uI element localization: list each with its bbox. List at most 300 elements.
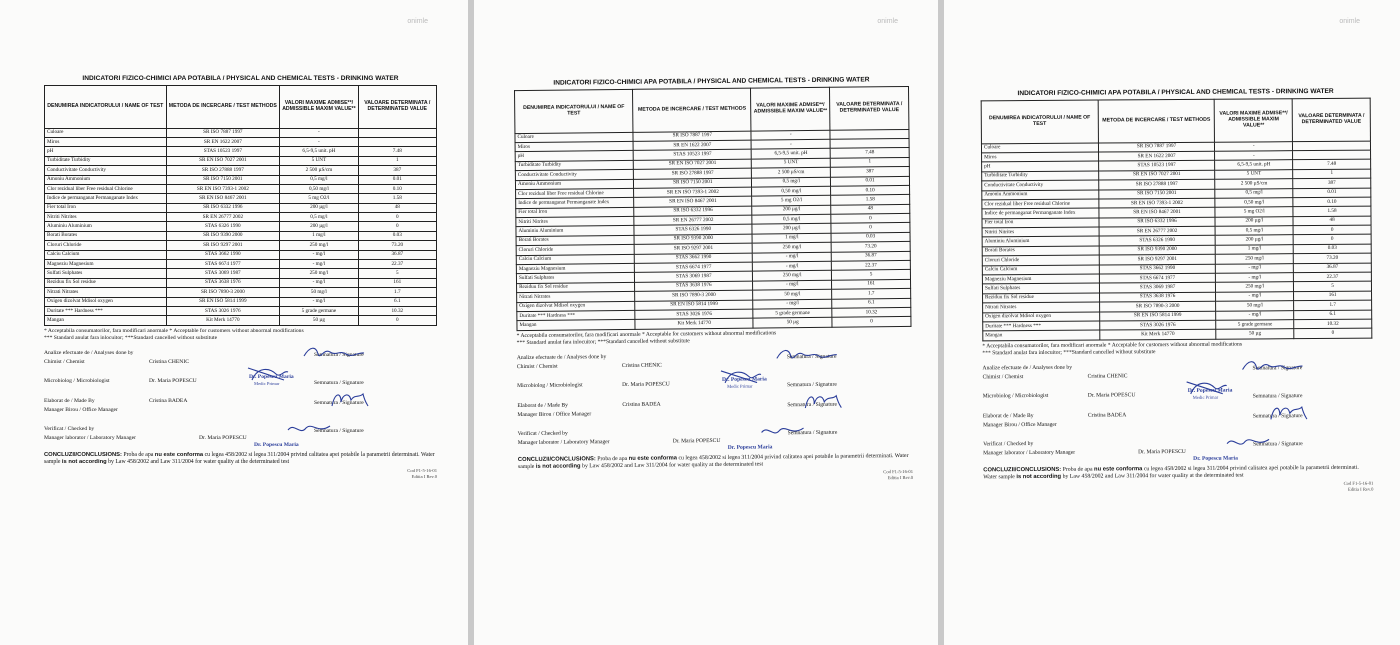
determined-value-cell: 73.20 — [358, 241, 436, 250]
stamp-text-2: Dr. Popescu Maria — [727, 444, 773, 451]
signature-label-micro: Semnatura / Signature — [787, 381, 837, 388]
test-name-cell: Cloruri Chloride — [45, 241, 167, 250]
document-body — [981, 88, 1374, 495]
max-value-cell: 200 µg/l — [1215, 235, 1293, 245]
column-header: VALORI MAXIME ADMISE**/ ADMISSIBLE MAXIM VALUE** — [751, 87, 830, 131]
conclusion-ro-a: Proba de apa — [123, 451, 154, 458]
determined-value-cell: 0.01 — [831, 176, 910, 186]
determined-value-cell: 10.32 — [1294, 319, 1372, 329]
checked-by-label: Verificat / Checked by — [983, 440, 1034, 448]
form-code-number: Cod F1-5-16-01 — [1343, 480, 1374, 487]
conclusion-ro-verdict: nu este conforma — [154, 451, 204, 458]
stamp-text-2: Dr. Popescu Maria — [1193, 455, 1238, 462]
analyzed-label: Analize efectuate de / Analyses done by — [516, 353, 607, 361]
method-cell: STAS 10523 1997 — [166, 147, 280, 156]
determined-value-cell: 48 — [358, 203, 436, 212]
max-value-cell: - — [751, 139, 830, 149]
method-cell: SR ISO 9297 2001 — [1099, 254, 1216, 264]
method-cell: SR ISO 9390 2000 — [634, 234, 752, 245]
method-cell: STAS 3026 1976 — [635, 309, 753, 320]
test-name-cell: Miros — [515, 141, 633, 152]
max-value-cell: - mg/l — [280, 297, 358, 306]
signature-checked-scribble — [1223, 433, 1273, 455]
footnote-standard: *** Standard anulat fara inlocuitor; ***Standard cancelled without substitute — [982, 348, 1156, 357]
test-name-cell: Nitriti Nitrites — [982, 227, 1099, 237]
signature-label-made: Semnatura / Signature — [1252, 412, 1303, 420]
test-name-cell: Culoare — [981, 143, 1098, 153]
test-name-cell: Conductivitate Conductivity — [515, 169, 633, 180]
max-value-cell: 0,5 mg/l — [1215, 226, 1293, 236]
determined-value-cell: 0.03 — [358, 231, 436, 240]
max-value-cell: 6,5-9,5 unit. pH — [752, 149, 831, 159]
form-edition: Editia I Rev.0 — [887, 474, 914, 480]
test-name-cell: pH — [515, 151, 633, 162]
signature-popescu-scribble — [717, 366, 763, 389]
conclusion-en-a: Water sample — [983, 474, 1015, 481]
method-cell: SR EN ISO 7027 2001 — [166, 156, 280, 165]
determined-value-cell: 0 — [1293, 225, 1371, 235]
test-name-cell: Indice de permanganat Permanganate Index — [45, 194, 167, 203]
method-cell: SR ISO 7887 1997 — [166, 128, 280, 137]
footnotes — [982, 340, 1372, 357]
determined-value-cell: 161 — [1294, 291, 1372, 301]
form-edition: Editia I Rev.0 — [411, 473, 437, 479]
conclusion-ro-c: cu legea 458/2002 si legea 311/2004 privind calitatea apei potabile la parametrii determinati. — [204, 451, 420, 458]
test-name-cell: Clor rezidual liber Free residual Chlorine — [516, 188, 634, 199]
determined-value-cell: 36.87 — [1293, 263, 1371, 273]
determined-value-cell: 0 — [832, 317, 911, 327]
max-value-cell: 2 500 µS/cm — [280, 166, 358, 175]
table-row — [45, 175, 437, 184]
table-row — [45, 213, 437, 222]
determined-value-cell: 7.48 — [830, 148, 909, 158]
conclusion-ro-verdict: nu este conforma — [1094, 465, 1143, 473]
test-name-cell: Duritate *** Hardness *** — [517, 310, 635, 321]
test-name-cell: Mangan — [517, 320, 635, 331]
test-name-cell: Turbiditate Turbidity — [45, 156, 167, 165]
column-header: DENUMIREA INDICATORULUI / NAME OF TEST — [981, 100, 1098, 144]
conclusion-en-verdict: is not according — [1016, 473, 1062, 481]
determined-value-cell: 1.7 — [832, 289, 911, 299]
max-value-cell: - mg/l — [1216, 263, 1294, 273]
footnote-standard: *** Standard anulat fara inlocuitor; ***Standard cancelled without substitute — [516, 338, 690, 346]
method-cell: Kit Merk 14770 — [1099, 330, 1216, 340]
chemist-label: Chimist / Chemist — [516, 363, 558, 370]
method-cell: STAS 3026 1976 — [1099, 320, 1216, 330]
test-name-cell: Calciu Calcium — [45, 250, 167, 259]
method-cell: Kit Merk 14770 — [166, 316, 280, 325]
table-row — [45, 137, 437, 146]
table-row — [45, 297, 437, 306]
test-name-cell: Aluminiu Aluminium — [516, 226, 634, 237]
test-name-cell: pH — [45, 147, 167, 156]
test-name-cell: Sulfati Sulphates — [982, 283, 1099, 293]
test-name-cell: Calciu Calcium — [982, 265, 1099, 275]
method-cell: SR ISO 9297 2001 — [166, 241, 280, 250]
method-cell: SR ISO 7890-3 2000 — [1099, 301, 1216, 311]
determined-value-cell: 36.87 — [358, 250, 436, 259]
test-name-cell: Amoniu Ammonium — [515, 179, 633, 190]
max-value-cell: - mg/l — [280, 250, 358, 259]
office-manager-label: Manager Birou / Office Manager — [44, 406, 118, 413]
determined-value-cell: 0.01 — [358, 175, 436, 184]
footnote-standard: *** Standard anulat fara inlocuitor; ***Standard cancelled without substitute — [44, 334, 218, 341]
table-row — [45, 128, 437, 137]
column-header: VALOARE DETERMINATA / DETERMINATED VALUE — [830, 86, 909, 130]
determined-value-cell: 1.58 — [358, 194, 436, 203]
method-cell: STAS 10523 1997 — [633, 149, 751, 160]
checked-by-label: Verificat / Checked by — [517, 430, 568, 437]
table-row — [45, 231, 437, 240]
table-row — [45, 184, 437, 193]
stamp-subtext: Medic Primar — [254, 380, 280, 386]
max-value-cell: - mg/l — [280, 260, 358, 269]
signature-label-micro: Semnatura / Signature — [1252, 392, 1303, 400]
determined-value-cell: 0.03 — [1293, 244, 1371, 254]
results-table — [981, 97, 1373, 341]
test-name-cell: Turbiditate Turbidity — [982, 171, 1099, 181]
determined-value-cell: 7.48 — [358, 147, 436, 156]
determined-value-cell: 1.58 — [1293, 206, 1371, 216]
document-title: INDICATORI FIZICO-CHIMICI APA POTABILA / PHYSICAL AND CHEMICAL TESTS - DRINKING WATER — [82, 75, 399, 82]
conclusion-en-verdict: is not according — [535, 463, 581, 470]
max-value-cell: 1 mg/l — [752, 233, 831, 243]
max-value-cell: 250 mg/l — [280, 241, 358, 250]
test-name-cell: Culoare — [45, 128, 167, 137]
test-name-cell: Amoniu Ammonium — [45, 175, 167, 184]
method-cell: STAS 3662 1990 — [166, 250, 280, 259]
max-value-cell: 50 µg — [280, 316, 358, 325]
test-name-cell: Mangan — [983, 330, 1100, 340]
document-title: INDICATORI FIZICO-CHIMICI APA POTABILA / PHYSICAL AND CHEMICAL TESTS - DRINKING WATER — [553, 76, 870, 87]
max-value-cell: 2 500 µS/cm — [752, 167, 831, 177]
test-name-cell: Indice de permanganat Permanganate Index — [982, 208, 1099, 218]
determined-value-cell: 1.7 — [1294, 300, 1372, 310]
max-value-cell: 50 mg/l — [1216, 301, 1294, 311]
test-name-cell: Nitriti Nitrites — [516, 216, 634, 227]
test-name-cell: Nitrati Nitrates — [45, 288, 167, 297]
max-value-cell: 0,5 mg/l — [752, 177, 831, 187]
method-cell: STAS 6326 1990 — [634, 225, 752, 236]
signature-label-micro: Semnatura / Signature — [314, 379, 364, 386]
max-value-cell: 50 mg/l — [753, 289, 832, 299]
max-value-cell: - — [280, 128, 358, 137]
document-title: INDICATORI FIZICO-CHIMICI APA POTABILA / PHYSICAL AND CHEMICAL TESTS - DRINKING WATER — [1017, 87, 1334, 98]
max-value-cell: 0,50 mg/l — [280, 184, 358, 193]
method-cell: SR ISO 7890-3 2000 — [635, 290, 753, 301]
table-row — [45, 241, 437, 250]
max-value-cell: 250 mg/l — [280, 269, 358, 278]
stamp-text: Dr. Popescu Maria — [722, 376, 767, 383]
determined-value-cell: 0.01 — [1293, 188, 1371, 198]
test-name-cell: Magneziu Magnesium — [516, 263, 634, 274]
test-name-cell: pH — [982, 161, 1099, 171]
checked-by-label: Verificat / Checked by — [44, 425, 95, 432]
test-name-cell: Calciu Calcium — [516, 254, 634, 265]
signature-popescu-scribble — [244, 364, 290, 384]
determined-value-cell — [1293, 141, 1371, 151]
column-header: VALOARE DETERMINATA / DETERMINATED VALUE — [1292, 98, 1370, 142]
determined-value-cell: 73.20 — [831, 242, 910, 252]
max-value-cell: 2 500 µS/cm — [1215, 179, 1293, 189]
max-value-cell: - mg/l — [1216, 273, 1294, 283]
method-cell: SR EN ISO 5814 1999 — [166, 297, 280, 306]
signature-label-checked: Semnatura / Signature — [1253, 440, 1303, 448]
determined-value-cell: 5 — [358, 269, 436, 278]
method-cell: STAS 6674 1977 — [1099, 273, 1216, 283]
determined-value-cell: 73.20 — [1293, 253, 1371, 263]
method-cell: SR EN ISO 5814 1999 — [635, 300, 753, 311]
signature-block — [983, 362, 1374, 461]
test-name-cell: Duritate *** Hardness *** — [983, 321, 1100, 331]
determined-value-cell: 0 — [358, 213, 436, 222]
test-name-cell: Amoniu Ammonium — [982, 190, 1099, 200]
conclusion-en-a: Water sample — [44, 451, 435, 465]
method-cell: SR ISO 6332 1996 — [1099, 217, 1216, 227]
test-name-cell: Oxigen dizolvat Mdisol oxygen — [45, 297, 167, 306]
form-edition: Editia I Rev.0 — [1348, 486, 1374, 492]
made-by-name: Cristina BADEA — [149, 397, 188, 404]
table-row — [45, 222, 437, 231]
test-name-cell: Cloruri Chloride — [982, 255, 1099, 265]
determined-value-cell: 5 — [1294, 282, 1372, 292]
conclusions — [44, 452, 437, 466]
determined-value-cell: 161 — [358, 278, 436, 287]
determined-value-cell: 10.32 — [358, 307, 436, 316]
stamp-text: Dr. Popescu Maria — [1187, 387, 1233, 394]
footnote-acceptable: * Acceptabila consumatorilor, fara modificari anormale * Acceptable for customers without abnormal modifications — [44, 327, 304, 334]
max-value-cell: 50 mg/l — [280, 288, 358, 297]
test-name-cell: Nitriti Nitrites — [45, 213, 167, 222]
max-value-cell: 250 mg/l — [753, 271, 832, 281]
form-code-number: Cod F1-5-16-01 — [407, 468, 437, 474]
corner-mark: onimle — [407, 18, 428, 25]
method-cell: SR EN ISO 7027 2001 — [633, 159, 751, 170]
lab-manager-name: Dr. Maria POPESCU — [1138, 448, 1186, 456]
method-cell: SR EN ISO 7393-1 2002 — [634, 187, 752, 198]
method-cell: STAS 3662 1990 — [1099, 264, 1216, 274]
max-value-cell: 5 grade germane — [280, 307, 358, 316]
form-code — [518, 469, 913, 484]
signature-badea-scribble — [329, 388, 369, 410]
method-cell: SR ISO 6332 1996 — [166, 203, 280, 212]
determined-value-cell: 0 — [831, 223, 910, 233]
table-row — [45, 156, 437, 165]
max-value-cell: 250 mg/l — [752, 243, 831, 253]
method-cell: STAS 6326 1990 — [166, 222, 280, 231]
method-cell: SR EN ISO 5814 1999 — [1099, 311, 1216, 321]
test-name-cell: Clor rezidual liber Free residual Chlorine — [982, 199, 1099, 209]
method-cell: SR EN ISO 8467 2001 — [1099, 208, 1216, 218]
method-cell: STAS 6674 1977 — [166, 260, 280, 269]
max-value-cell: 0,5 mg/l — [280, 175, 358, 184]
method-cell: STAS 3638 1976 — [1099, 292, 1216, 302]
microbiologist-name: Dr. Maria POPESCU — [622, 381, 670, 388]
max-value-cell: 200 µg/l — [280, 222, 358, 231]
max-value-cell: 50 µg — [753, 318, 832, 328]
determined-value-cell: 0 — [358, 222, 436, 231]
test-name-cell: Aluminiu Aluminium — [45, 222, 167, 231]
max-value-cell: - mg/l — [280, 278, 358, 287]
column-header: DENUMIREA INDICATORULUI / NAME OF TEST — [514, 89, 633, 133]
microbiologist-name: Dr. Maria POPESCU — [1087, 392, 1136, 399]
results-table — [514, 86, 912, 331]
determined-value-cell: 7.48 — [1293, 160, 1371, 170]
determined-value-cell: 0 — [831, 214, 910, 224]
conclusions-heading: CONCLUZII/CONCLUSIONS: — [983, 466, 1062, 474]
signature-block — [44, 350, 437, 446]
max-value-cell: 5 mg O2/l — [280, 194, 358, 203]
max-value-cell: 200 µg/l — [752, 205, 831, 215]
max-value-cell: - mg/l — [753, 280, 832, 290]
method-cell: STAS 3638 1976 — [166, 278, 280, 287]
signature-chenic-scribble — [1240, 357, 1304, 375]
table-row — [45, 307, 437, 316]
document-body — [44, 75, 437, 479]
max-value-cell: 5 grade germane — [1216, 320, 1294, 330]
method-cell: STAS 10523 1997 — [1098, 161, 1215, 171]
method-cell: SR EN 26777 2002 — [1099, 226, 1216, 236]
max-value-cell: 5 mg O2/l — [1215, 207, 1293, 217]
determined-value-cell: 5 — [832, 270, 911, 280]
max-value-cell: 50 µg — [1216, 329, 1294, 339]
stamp-subtext: Medic Primar — [727, 383, 753, 389]
determined-value-cell: 1 — [1293, 169, 1371, 179]
max-value-cell: 200 µg/l — [1215, 216, 1293, 226]
signature-label-chemist: Semnatura / Signature — [314, 351, 364, 358]
method-cell: SR ISO 7150 2001 — [166, 175, 280, 184]
method-cell: SR ISO 7887 1997 — [633, 131, 751, 142]
method-cell: SR EN ISO 7393-1 2002 — [166, 184, 280, 193]
test-name-cell: Fier total Iron — [45, 203, 167, 212]
test-name-cell: Borati Borates — [982, 246, 1099, 256]
made-by-label: Elaborat de / Made By — [44, 397, 95, 404]
table-row — [45, 250, 437, 259]
method-cell: SR ISO 27888 1997 — [1098, 179, 1215, 189]
method-cell: STAS 3069 1987 — [1099, 283, 1216, 293]
office-manager-label: Manager Birou / Office Manager — [982, 421, 1057, 429]
method-cell: STAS 3638 1976 — [635, 281, 753, 292]
determined-value-cell: 36.87 — [831, 251, 910, 261]
method-cell: SR ISO 9390 2000 — [166, 231, 280, 240]
lab-manager-name: Dr. Maria POPESCU — [199, 434, 247, 441]
determined-value-cell: 22.37 — [358, 260, 436, 269]
signature-label-made: Semnatura / Signature — [787, 401, 838, 408]
stamp-text-2: Dr. Popescu Maria — [254, 441, 299, 448]
conclusion-ro-c: cu legea 458/2002 si legea 311/2004 privind calitatea apei potabile la parametrii determinati. — [678, 452, 894, 462]
made-by-name: Cristina BADEA — [1087, 412, 1127, 419]
method-cell: SR EN 26777 2002 — [634, 215, 752, 226]
max-value-cell: 6,5-9,5 unit. pH — [1215, 160, 1293, 170]
determined-value-cell — [1293, 150, 1371, 160]
column-header: METODA DE INCERCARE / TEST METHODS — [1098, 99, 1215, 143]
determined-value-cell: 0.03 — [831, 232, 910, 242]
results-table — [44, 85, 437, 326]
determined-value-cell: 387 — [358, 166, 436, 175]
determined-value-cell: 6.1 — [358, 297, 436, 306]
determined-value-cell: 0.10 — [358, 184, 436, 193]
signature-label-chemist: Semnatura / Signature — [786, 353, 837, 360]
determined-value-cell: 48 — [831, 204, 910, 214]
conclusion-en-c: by Law 458/2002 and Law 311/2004 for water quality at the determinated test — [108, 458, 290, 465]
signature-label-chemist: Semnatura / Signature — [1252, 364, 1303, 372]
max-value-cell: 250 mg/l — [1216, 254, 1294, 264]
determined-value-cell: 0.10 — [831, 185, 910, 195]
method-cell: STAS 3662 1990 — [634, 253, 752, 264]
test-name-cell: Clor rezidual liber Free residual Chlorine — [45, 184, 167, 193]
signature-badea-scribble — [802, 389, 842, 411]
max-value-cell: 5 UNT — [280, 156, 358, 165]
method-cell: SR EN 1622 2007 — [633, 140, 751, 151]
conclusions-heading: CONCLUZII/CONCLUSIONS: — [517, 455, 596, 463]
chemist-name: Cristina CHENIC — [1087, 373, 1128, 380]
determined-value-cell: 1.58 — [831, 195, 910, 205]
chemist-label: Chimist / Chemist — [982, 373, 1024, 381]
determined-value-cell: 6.1 — [832, 298, 911, 308]
table-row — [45, 203, 437, 212]
test-name-cell: Magneziu Magnesium — [982, 274, 1099, 284]
document-page-3 — [944, 0, 1400, 645]
max-value-cell: 5 UNT — [752, 158, 831, 168]
microbiologist-label: Microbiolog / Microbiologist — [517, 382, 583, 389]
chemist-name: Cristina CHENIC — [149, 358, 189, 365]
method-cell: SR ISO 7887 1997 — [1098, 142, 1215, 152]
test-name-cell: Sulfati Sulphates — [516, 273, 634, 284]
max-value-cell: 6,5-9,5 unit. pH — [280, 147, 358, 156]
conclusion-en-verdict: is not according — [61, 458, 107, 465]
determined-value-cell: 0 — [1294, 329, 1372, 339]
max-value-cell: 5 mg O2/l — [752, 196, 831, 206]
method-cell: SR EN ISO 8467 2001 — [634, 196, 752, 207]
max-value-cell: 5 UNT — [1215, 169, 1293, 179]
column-header: VALORI MAXIME ADMISE**/ ADMISSIBLE MAXIM VALUE** — [280, 85, 358, 128]
microbiologist-label: Microbiolog / Microbiologist — [982, 392, 1049, 400]
method-cell: Kit Merk 14770 — [635, 318, 753, 329]
corner-mark: onimle — [1339, 18, 1360, 25]
conclusions — [518, 453, 913, 472]
microbiologist-label: Microbiolog / Microbiologist — [44, 377, 110, 384]
made-by-label: Elaborat de / Made By — [517, 402, 568, 409]
footnote-acceptable: * Acceptabila consumatorilor, fara modificari anormale * Acceptable for customers without abnormal modifications — [982, 341, 1243, 350]
lab-manager-label: Manager laborator / Laboratory Manager — [44, 434, 136, 441]
column-header: VALOARE DETERMINATA / DETERMINATED VALUE — [358, 85, 436, 128]
stamp-text: Dr. Popescu Maria — [249, 373, 294, 380]
test-name-cell: Conductivitate Conductivity — [45, 166, 167, 175]
max-value-cell: 250 mg/l — [1216, 282, 1294, 292]
determined-value-cell: 387 — [830, 167, 909, 177]
signature-label-made: Semnatura / Signature — [314, 399, 364, 406]
max-value-cell: - — [280, 137, 358, 146]
test-name-cell: Reziduu fix Sol residue — [517, 282, 635, 293]
analyzed-label: Analize efectuate de / Analyses done by — [44, 349, 134, 356]
form-code — [983, 481, 1373, 495]
max-value-cell: 1 mg/l — [1216, 245, 1294, 255]
table-row — [45, 260, 437, 269]
test-name-cell: Fier total Iron — [982, 218, 1099, 228]
lab-manager-label: Manager laborator / Laboratory Manager — [983, 449, 1076, 457]
corner-mark: onimle — [877, 18, 898, 25]
method-cell: SR ISO 6332 1996 — [634, 206, 752, 217]
conclusion-ro-a: Proba de apa — [1062, 466, 1093, 473]
column-header: METODA DE INCERCARE / TEST METHODS — [633, 88, 752, 132]
max-value-cell: - — [1215, 151, 1293, 161]
signature-badea-scribble — [1268, 401, 1308, 423]
conclusion-ro-a: Proba de apa — [597, 455, 628, 462]
test-name-cell: Fier total Iron — [516, 207, 634, 218]
max-value-cell: - mg/l — [1216, 292, 1294, 302]
conclusion-en-a: Water sample — [517, 452, 909, 471]
test-name-cell: Magneziu Magnesium — [45, 260, 167, 269]
